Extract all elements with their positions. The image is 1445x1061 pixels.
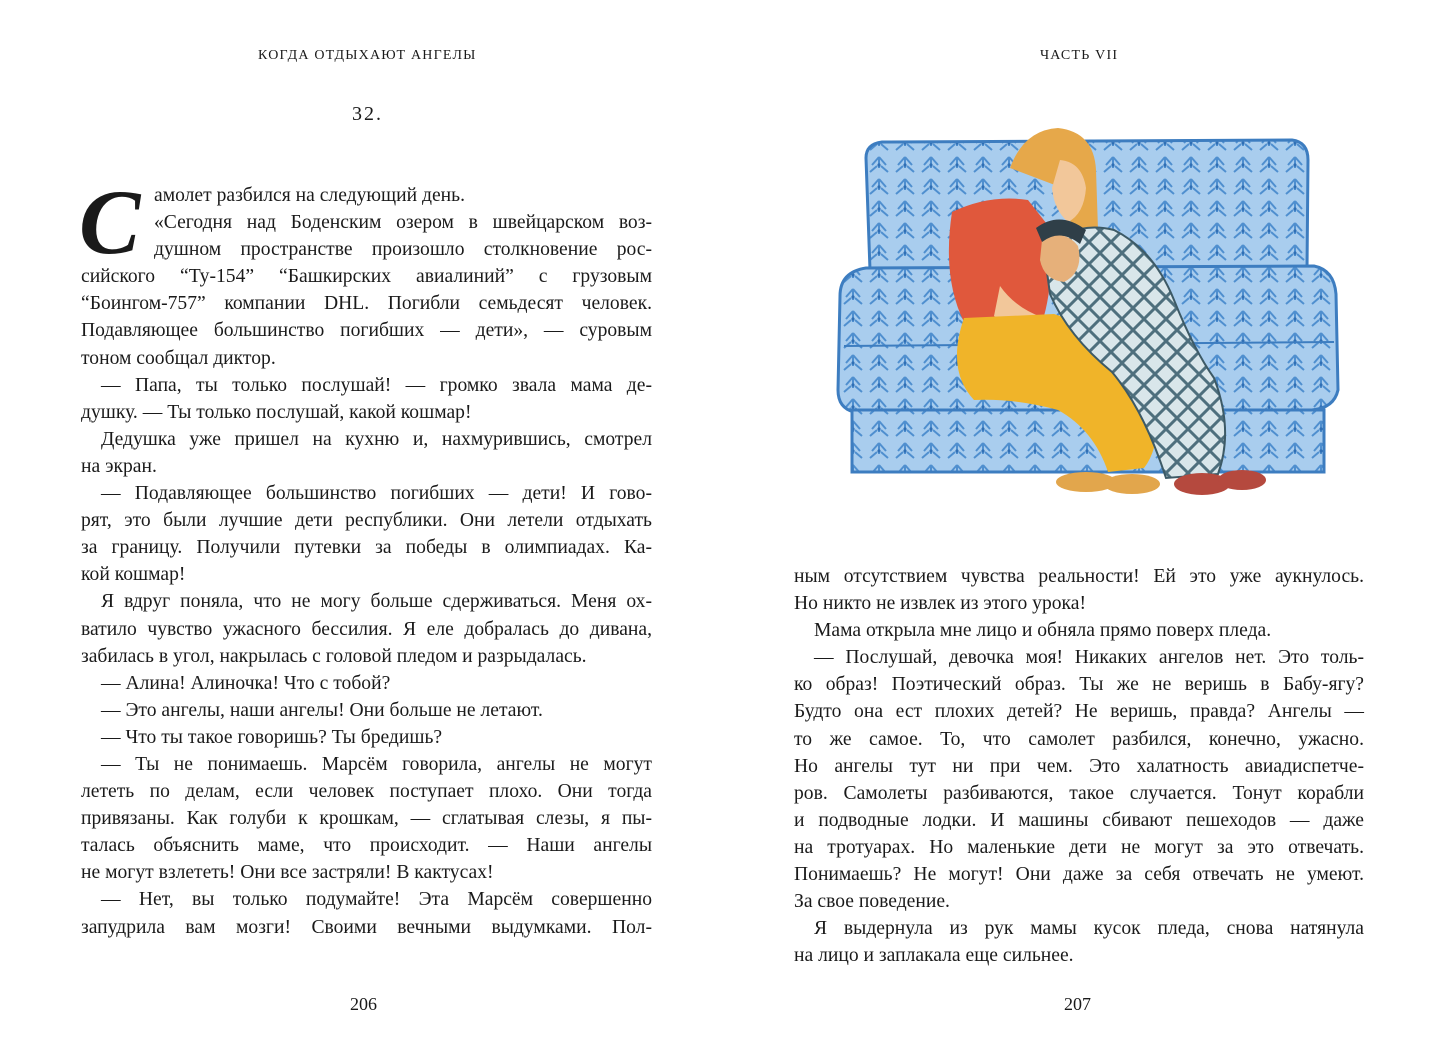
text-line: Я выдернула из рук мамы кусок пледа, снова натянула — [814, 918, 1364, 940]
text-line: ным отсутствием чувства реальности! Ей это уже аукнулось. — [794, 566, 1364, 587]
text-line: тоном сообщал диктор. — [81, 347, 276, 369]
text-line: — Нет, вы только подумайте! Эта Марсём совершенно — [101, 889, 652, 911]
text-line: и подводные лодки. И машины сбивают пешеходов — даже — [794, 809, 1364, 831]
page-number: 207 — [1064, 994, 1091, 1014]
running-head: КОГДА ОТДЫХАЮТ АНГЕЛЫ — [258, 48, 477, 63]
text-line: забилась в угол, накрылась с головой пледом и разрыдалась. — [81, 645, 587, 667]
text-line: — Папа, ты только послушай! — громко звала мама де- — [101, 374, 652, 396]
drop-cap: С — [79, 171, 141, 273]
text-line: Но ангелы тут ни при чем. Это халатность авиадиспетче- — [794, 755, 1364, 777]
body-text — [79, 171, 652, 941]
text-line: за границу. Получили путевки за победы в олимпиадах. Ка- — [81, 537, 652, 559]
text-line: талась объяснить маме, что происходит. — Наши ангелы — [81, 835, 652, 857]
text-line: ватило чувство ужасного бессилия. Я еле добралась до дивана, — [81, 618, 652, 640]
text-line: — Ты не понимаешь. Марсём говорила, ангелы не могут — [101, 753, 652, 775]
text-line: «Сегодня над Боденским озером в швейцарском воз- — [154, 212, 652, 234]
text-line: Дедушка уже пришел на кухню и, нахмурившись, смотрел — [101, 428, 652, 450]
text-line: кой кошмар! — [81, 564, 186, 586]
body-text — [794, 563, 1364, 969]
text-line: на тротуарах. Но маленькие дети не могут за это отвечать. — [794, 836, 1364, 858]
text-line: Но никто не извлек из этого урока! — [794, 593, 1086, 615]
text-line: Подавляющее большинство погибших — дети», — суровым — [81, 320, 652, 342]
text-line: ко образ! Поэтический образ. Ты же не веришь в Бабу-ягу? — [794, 674, 1364, 696]
text-line: рят, это были лучшие дети республики. Они летели отдыхать — [81, 510, 652, 532]
left-page — [0, 0, 722, 1061]
chapter-number: 32. — [352, 103, 383, 125]
text-line: сийского “Ту-154” “Башкирских авиалиний” с грузовым — [81, 266, 652, 288]
text-line: — Это ангелы, наши ангелы! Они больше не летают. — [101, 699, 543, 721]
text-line: то же самое. То, что самолет разбился, конечно, ужасно. — [794, 728, 1364, 750]
text-line: на лицо и заплакала еще сильнее. — [794, 945, 1074, 967]
text-line: амолет разбился на следующий день. — [154, 185, 465, 206]
page-number: 206 — [350, 994, 377, 1014]
text-line: душном пространстве произошло столкновение рос- — [154, 239, 652, 261]
text-line: привязаны. Как голуби к крошкам, — сглатывая слезы, я пы- — [81, 808, 652, 830]
text-line: на экран. — [81, 455, 157, 477]
text-line: — Что ты такое говоришь? Ты бредишь? — [101, 726, 443, 748]
mother-hugging-child-on-sofa-illustration — [814, 110, 1344, 510]
right-page — [722, 0, 1445, 1061]
text-line: Мама открыла мне лицо и обняла прямо поверх пледа. — [814, 620, 1272, 642]
text-line: — Алина! Алиночка! Что с тобой? — [101, 672, 391, 694]
text-line: лететь по делам, если человек поступает плохо. Они тогда — [81, 781, 652, 803]
text-line: Будто она ест плохих детей? Не веришь, правда? Ангелы — — [794, 701, 1364, 723]
text-line: душку. — Ты только послушай, какой кошмар! — [81, 401, 472, 423]
text-line: запудрила вам мозги! Своими вечными выдумками. Пол- — [81, 916, 652, 938]
text-line: За свое поведение. — [794, 891, 950, 913]
text-line: — Подавляющее большинство погибших — дети! И гово- — [101, 483, 652, 505]
text-line: Я вдруг поняла, что не могу больше сдерживаться. Меня ох- — [101, 591, 652, 613]
text-line: — Послушай, девочка моя! Никаких ангелов нет. Это толь- — [814, 647, 1364, 669]
text-line: не могут взлететь! Они все застряли! В кактусах! — [81, 862, 494, 884]
text-line: “Боингом-757” компании DHL. Погибли семьдесят человек. — [81, 293, 652, 315]
text-line: ров. Самолеты разбиваются, такое случается. Тонут корабли — [794, 782, 1364, 804]
running-head: ЧАСТЬ VII — [1040, 48, 1119, 63]
text-line: Понимаешь? Не могут! Они даже за себя отвечать не умеют. — [794, 864, 1364, 886]
